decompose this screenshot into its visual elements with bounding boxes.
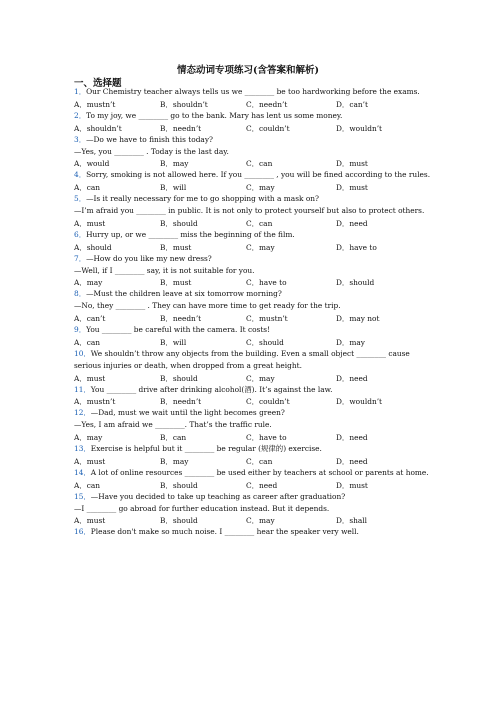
question-text: —How do you like my new dress?: [86, 253, 212, 263]
option-c[interactable]: C．can: [246, 218, 273, 228]
option-c[interactable]: C．couldn’t: [246, 123, 290, 133]
answer-options: [74, 432, 434, 442]
option-c[interactable]: C．needn’t: [246, 99, 288, 109]
option-b[interactable]: B．will: [160, 183, 187, 193]
option-d[interactable]: D．need: [336, 218, 368, 228]
question-number: 6．: [74, 229, 87, 239]
question-text: —No, they ________ . They can have more time to get ready for the trip.: [74, 301, 341, 311]
option-d[interactable]: D．must: [336, 159, 368, 169]
question-text: —Well, if I ________ say, it is not suitable for you.: [74, 265, 255, 275]
answer-options: [74, 182, 434, 192]
question-text: —I ________ go abroad for further education instead. But it depends.: [74, 503, 330, 513]
answer-options: [74, 242, 434, 252]
question-number: 16．: [74, 527, 91, 537]
option-b[interactable]: B．should: [160, 218, 198, 228]
option-a[interactable]: A．may: [74, 433, 103, 443]
question-number: 13．: [74, 444, 91, 453]
answer-options: [74, 158, 434, 168]
question-stem: [74, 254, 434, 263]
question-text: Please don't make so much noise. I ________ hear the speaker very well.: [90, 527, 359, 537]
question-stem-line: [74, 206, 434, 215]
option-d[interactable]: D．may: [336, 337, 365, 347]
document-title: 情态动词专项练习(含答案和解析): [177, 65, 319, 76]
question-stem: [74, 325, 434, 334]
option-b[interactable]: B．may: [160, 159, 189, 169]
question-stem: [74, 349, 434, 358]
option-b[interactable]: B．needn’t: [160, 397, 202, 407]
option-b[interactable]: B．shouldn’t: [160, 99, 208, 109]
answer-options: [74, 277, 434, 287]
question-number: 10．: [74, 348, 91, 358]
question-text: We shouldn’t throw any objects from the building. Even a small object ________ cause: [90, 348, 410, 358]
option-c[interactable]: C．have to: [246, 433, 287, 443]
question-text: Exercise is helpful but it ________ be regular (规律的) exercise.: [90, 444, 322, 453]
question-stem: [74, 408, 434, 417]
option-d[interactable]: D．shall: [336, 516, 368, 526]
answer-options: [74, 99, 434, 109]
question-text: —Yes, I am afraid we ________. That’s the traffic rule.: [74, 420, 272, 430]
option-d[interactable]: D．have to: [336, 242, 377, 252]
answer-options: [74, 373, 434, 383]
question-stem-line: [74, 420, 434, 429]
option-a[interactable]: A．must: [74, 516, 106, 526]
section-heading: 一、选择题: [74, 78, 122, 89]
question-stem: [74, 385, 434, 394]
option-b[interactable]: B．needn’t: [160, 314, 202, 324]
question-number: 5．: [74, 194, 87, 204]
question-text: —Dad, must we wait until the light becomes green?: [90, 408, 285, 418]
option-d[interactable]: D．wouldn’t: [336, 397, 383, 407]
option-b[interactable]: B．can: [160, 433, 187, 443]
question-stem: [74, 289, 434, 298]
question-text: To my joy, we ________ go to the bank. Mary has lent us some money.: [86, 110, 343, 120]
answer-options: [74, 480, 434, 490]
question-stem: [74, 492, 434, 501]
question-stem-line: [74, 361, 434, 370]
question-number: 9．: [74, 325, 87, 334]
question-stem: [74, 194, 434, 203]
answer-options: [74, 313, 434, 323]
answer-options: [74, 218, 434, 228]
question-number: 4．: [74, 170, 87, 180]
option-b[interactable]: B．should: [160, 373, 198, 383]
answer-options: [74, 396, 434, 406]
option-d[interactable]: D．need: [336, 433, 368, 443]
option-a[interactable]: A．mustn’t: [74, 397, 116, 407]
option-d[interactable]: D．must: [336, 480, 368, 490]
question-stem: [74, 111, 434, 120]
option-c[interactable]: C．can: [246, 159, 273, 169]
question-stem-line: [74, 266, 434, 275]
question-stem: [74, 468, 434, 477]
question-stem: [74, 135, 434, 144]
option-b[interactable]: B．may: [160, 456, 189, 466]
option-c[interactable]: C．may: [246, 516, 275, 526]
option-b[interactable]: B．must: [160, 278, 192, 288]
option-c[interactable]: C．couldn’t: [246, 397, 290, 407]
option-d[interactable]: D．need: [336, 373, 368, 383]
option-c[interactable]: C．may: [246, 373, 275, 383]
option-c[interactable]: C．may: [246, 183, 275, 193]
option-d[interactable]: D．should: [336, 278, 375, 288]
question-number: 11．: [74, 384, 91, 394]
question-number: 3．: [74, 134, 87, 144]
option-d[interactable]: D．can’t: [336, 99, 368, 109]
question-number: 1．: [74, 87, 87, 96]
option-a[interactable]: A．would: [74, 159, 110, 169]
question-stem-line: [74, 504, 434, 513]
option-a[interactable]: A．can’t: [74, 314, 106, 324]
answer-options: [74, 337, 434, 347]
question-number: 14．: [74, 467, 91, 477]
option-a[interactable]: A．may: [74, 278, 103, 288]
question-text: —I’m afraid you ________ in public. It is not only to protect yourself but also to protect others.: [74, 206, 425, 215]
option-b[interactable]: B．must: [160, 242, 192, 252]
question-text: Our Chemistry teacher always tells us we ________ be too hardworking before the exams.: [86, 87, 420, 96]
question-text: —Is it really necessary for me to go shopping with a mask on?: [86, 194, 319, 204]
question-stem: [74, 230, 434, 239]
answer-options: [74, 515, 434, 525]
question-text: Hurry up, or we ________ miss the beginning of the film.: [86, 229, 295, 239]
option-a[interactable]: A．can: [74, 337, 101, 347]
question-number: 8．: [74, 289, 87, 299]
question-stem-line: [74, 147, 434, 156]
option-b[interactable]: B．needn’t: [160, 123, 202, 133]
question-text: —Must the children leave at six tomorrow morning?: [86, 289, 282, 299]
option-c[interactable]: C．can: [246, 456, 273, 466]
option-a[interactable]: A．should: [74, 242, 112, 252]
option-b[interactable]: B．should: [160, 516, 198, 526]
question-text: Sorry, smoking is not allowed here. If you ________ , you will be fined according to the rules.: [86, 170, 431, 180]
option-a[interactable]: A．mustn’t: [74, 99, 116, 109]
option-b[interactable]: B．should: [160, 480, 198, 490]
question-stem-line: [74, 301, 434, 310]
option-c[interactable]: C．mustn’t: [246, 314, 288, 324]
question-text: —Have you decided to take up teaching as career after graduation?: [90, 491, 346, 501]
option-a[interactable]: A．must: [74, 218, 106, 228]
question-text: serious injuries or death, when dropped from a great height.: [74, 360, 302, 370]
option-b[interactable]: B．will: [160, 337, 187, 347]
question-text: A lot of online resources ________ be used either by teachers at school or parents at home.: [90, 467, 429, 477]
question-text: You ________ be careful with the camera. It costs!: [86, 325, 271, 334]
question-number: 2．: [74, 110, 87, 120]
option-d[interactable]: D．must: [336, 183, 368, 193]
question-stem: [74, 170, 434, 179]
option-d[interactable]: D．wouldn’t: [336, 123, 383, 133]
question-text: You ________ drive after drinking alcohol(酒). It’s against the law.: [90, 384, 333, 394]
option-a[interactable]: A．must: [74, 456, 106, 466]
option-a[interactable]: A．shouldn’t: [74, 123, 122, 133]
question-stem: [74, 527, 434, 536]
option-c[interactable]: C．need: [246, 480, 278, 490]
option-c[interactable]: C．have to: [246, 278, 287, 288]
question-stem: [74, 87, 434, 96]
option-d[interactable]: D．need: [336, 456, 368, 466]
question-number: 12．: [74, 408, 91, 418]
answer-options: [74, 456, 434, 466]
option-a[interactable]: A．must: [74, 373, 106, 383]
option-c[interactable]: C．should: [246, 337, 284, 347]
question-text: —Yes, you ________ . Today is the last day.: [74, 146, 229, 156]
question-text: —Do we have to finish this today?: [86, 134, 213, 144]
question-number: 15．: [74, 491, 91, 501]
option-a[interactable]: A．can: [74, 183, 101, 193]
option-d[interactable]: D．may not: [336, 314, 380, 324]
option-a[interactable]: A．can: [74, 480, 101, 490]
answer-options: [74, 123, 434, 133]
option-c[interactable]: C．may: [246, 242, 275, 252]
question-stem: [74, 444, 434, 453]
question-number: 7．: [74, 253, 87, 263]
